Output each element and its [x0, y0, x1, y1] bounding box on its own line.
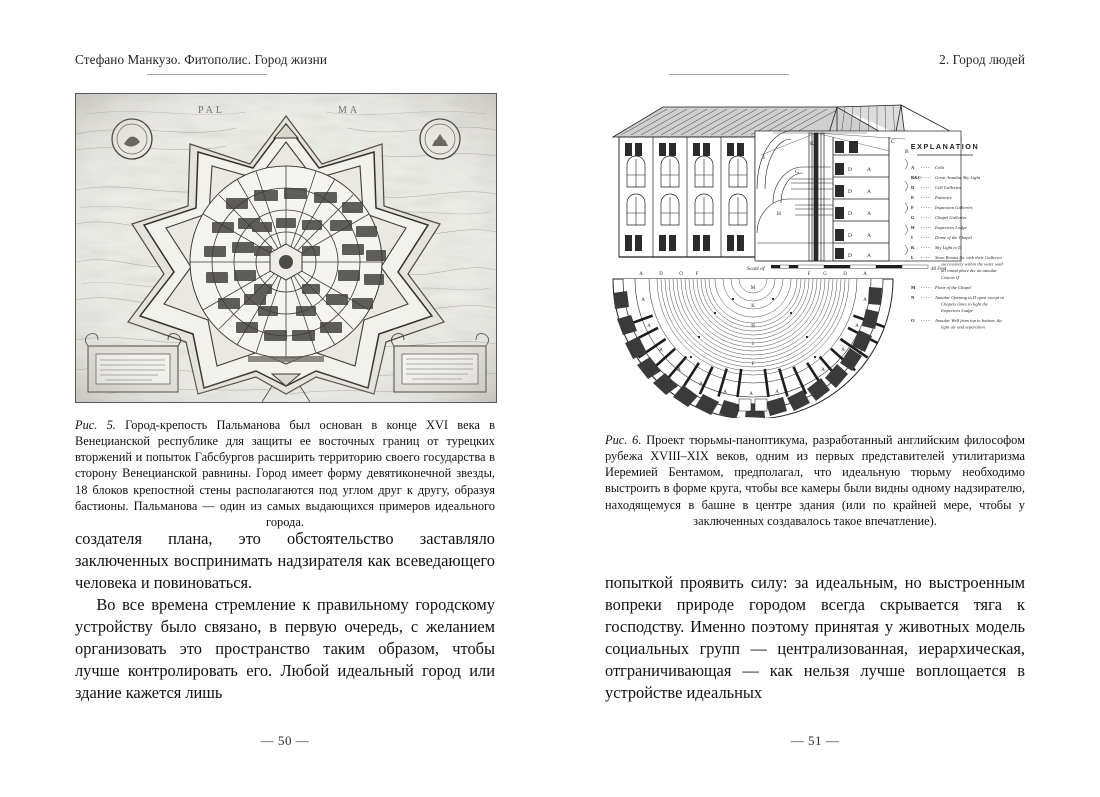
figure-5 [75, 93, 495, 530]
right-running-head-rule [669, 74, 789, 75]
right-running-head [605, 52, 1025, 82]
svg-text:D: D [843, 272, 847, 277]
scale-unit: 40 Feet [931, 267, 947, 272]
legend-text: Annular Opening in D open except at [935, 294, 1004, 300]
svg-text:A: A [677, 368, 681, 373]
svg-text:F: F [807, 272, 811, 277]
legend-text: Floor of the Chapel [935, 284, 972, 290]
palmanova-engraving-svg [76, 94, 496, 402]
svg-text:O: O [679, 272, 683, 277]
legend-text: light air and separation [941, 324, 985, 330]
svg-text:A: A [821, 368, 825, 373]
legend-key: F [911, 205, 914, 210]
left-paragraph-2: Во все времена стремление к правильному городскому устройству было связано, в первую очередь, с желанием организовать это пространство таким образом, чтобы лучше контролировать его. Любой идеальный город или здание кажется лишь [75, 595, 495, 703]
svg-text:G: G [795, 169, 799, 175]
svg-text:D: D [848, 233, 852, 239]
legend-title: EXPLANATION [910, 142, 980, 151]
legend-text: Chapel Galleries [935, 215, 967, 220]
legend-key: N [911, 294, 915, 300]
right-folio: — 51 — [790, 733, 840, 748]
svg-text:A: A [639, 272, 643, 277]
legend-text: Annular Well from top to bottom, &c [935, 318, 1003, 323]
svg-text:D: D [848, 167, 852, 173]
svg-text:K: K [810, 141, 814, 147]
svg-text:F: F [751, 362, 755, 367]
legend-key: M [911, 284, 916, 290]
svg-text:A: A [749, 392, 753, 397]
figure-6-caption-text: Проект тюрьмы-паноптикума, разработанный английским философом рубежа XVIII–XIX веков, одним из первых представителей утилитаризма Иеремией Бентамом, предполагал, что идеальную тюрьму необходимо выстроить в форме круга, чтобы все камеры были видны одному надзирателю, находящемуся в башне в центре здания (или по крайней мере, чтобы у заключенных создавалось такое впечатление). [605, 433, 1025, 528]
panopticon-engraving-svg [605, 93, 1025, 418]
legend-text: successively within the outer wall [941, 261, 1003, 267]
svg-text:A: A [867, 211, 871, 217]
right-running-head-text: 2. Город людей [939, 52, 1025, 67]
svg-text:C: C [891, 139, 895, 145]
legend-key: B&C [911, 175, 922, 180]
left-running-head-rule [147, 74, 267, 75]
svg-text:A: A [863, 298, 867, 303]
svg-text:A: A [775, 390, 779, 395]
figure-5-caption-text: Город-крепость Пальманова был основан в конце XVI века в Венецианской республике для защиты ее восточных границ от турецких вторжений и попыток Габсбургов расширить территорию своего государства в сторону Венецианской равнины. Город имеет форму девятиконечной звезды, 18 блоков крепостной стены располагаются под углом друг к другу, образуя бастионы. Пальманова — один из самых выдающихся примеров идеального города. [75, 418, 495, 529]
svg-text:A: A [699, 382, 703, 387]
svg-text:A: A [647, 324, 651, 329]
left-running-head [75, 52, 495, 82]
legend-key: A [911, 165, 915, 170]
legend-text: Cells [935, 165, 945, 170]
legend-text: Inspectors Lodge [935, 225, 967, 230]
svg-text:A: A [841, 348, 845, 353]
legend-key: L [911, 255, 915, 260]
left-paragraph-1: создателя плана, это обстоятельство заставляло заключенных воспринимать надзирателя как всеведающего человека и повиноваться. [75, 529, 495, 593]
left-folio: — 50 — [260, 733, 310, 748]
legend-text: Entrance [935, 195, 952, 200]
svg-text:I: I [752, 342, 754, 347]
svg-text:I: I [763, 155, 765, 161]
svg-text:A: A [641, 298, 645, 303]
right-page [550, 0, 1100, 797]
legend-text: Chapels times to light the [941, 301, 988, 307]
svg-text:H: H [751, 324, 755, 329]
figure-5-caption [75, 417, 495, 530]
svg-text:A: A [659, 348, 663, 353]
legend-key: K [911, 245, 915, 250]
svg-text:D: D [848, 189, 852, 195]
figure-6-label: Рис. 6. [605, 433, 642, 447]
svg-text:H: H [777, 211, 781, 217]
legend-key: D [911, 185, 915, 190]
right-body-text [605, 572, 1025, 704]
legend-text: Cistern Q [941, 274, 959, 280]
legend-text: all round place &c an annular [941, 268, 998, 274]
svg-text:A: A [867, 189, 871, 195]
svg-text:A: A [867, 253, 871, 259]
figure-5-label: Рис. 5. [75, 418, 116, 432]
legend-text: Inspectors Lodge [941, 308, 973, 313]
svg-text:A: A [863, 272, 867, 277]
figure-6-caption [605, 432, 1025, 529]
legend-text: Cell Galleries [935, 185, 961, 190]
panopticon-engraving [605, 93, 1025, 418]
legend-key: O [911, 318, 915, 323]
palmanova-engraving [75, 93, 497, 403]
legend-text: Store Rooms &c with their Galleries [935, 255, 1003, 260]
svg-text:M: M [750, 286, 756, 291]
legend-text: Dome of the Chapel [935, 235, 972, 240]
svg-text:A: A [867, 167, 871, 173]
legend-key: G [911, 215, 915, 220]
svg-text:G: G [823, 272, 827, 277]
svg-text:A: A [723, 390, 727, 395]
legend-text: Inspection Galleries [935, 205, 973, 210]
svg-text:K: K [751, 304, 755, 309]
svg-text:D: D [848, 211, 852, 217]
legend-key: I [911, 235, 913, 240]
legend-key: H [911, 225, 915, 230]
left-body-text [75, 528, 495, 705]
left-running-head-text: Стефано Манкузо. Фитополис. Город жизни [75, 52, 328, 67]
svg-text:D: D [659, 272, 663, 277]
legend-key: E [911, 195, 915, 200]
legend-text: Great Annular Sky Light [935, 175, 981, 180]
svg-text:A: A [799, 382, 803, 387]
svg-text:B: B [905, 149, 909, 155]
scale-label: Scale of [747, 266, 765, 272]
right-paragraph-1: попыткой проявить силу: за идеальным, но выстроенным вопреки природе городом всегда скрывается тяга к господству. Именно поэтому принятая у животных модель социальных групп — централизованная, иерархическая, отграничивающая — как нельзя лучше воплощается в устройстве идеальных [605, 573, 1025, 703]
legend-text: Sky Light to D [935, 245, 962, 250]
svg-text:A: A [867, 233, 871, 239]
figure-6 [605, 93, 1025, 529]
svg-text:D: D [848, 253, 852, 259]
svg-text:F: F [695, 272, 699, 277]
svg-text:A: A [855, 324, 859, 329]
